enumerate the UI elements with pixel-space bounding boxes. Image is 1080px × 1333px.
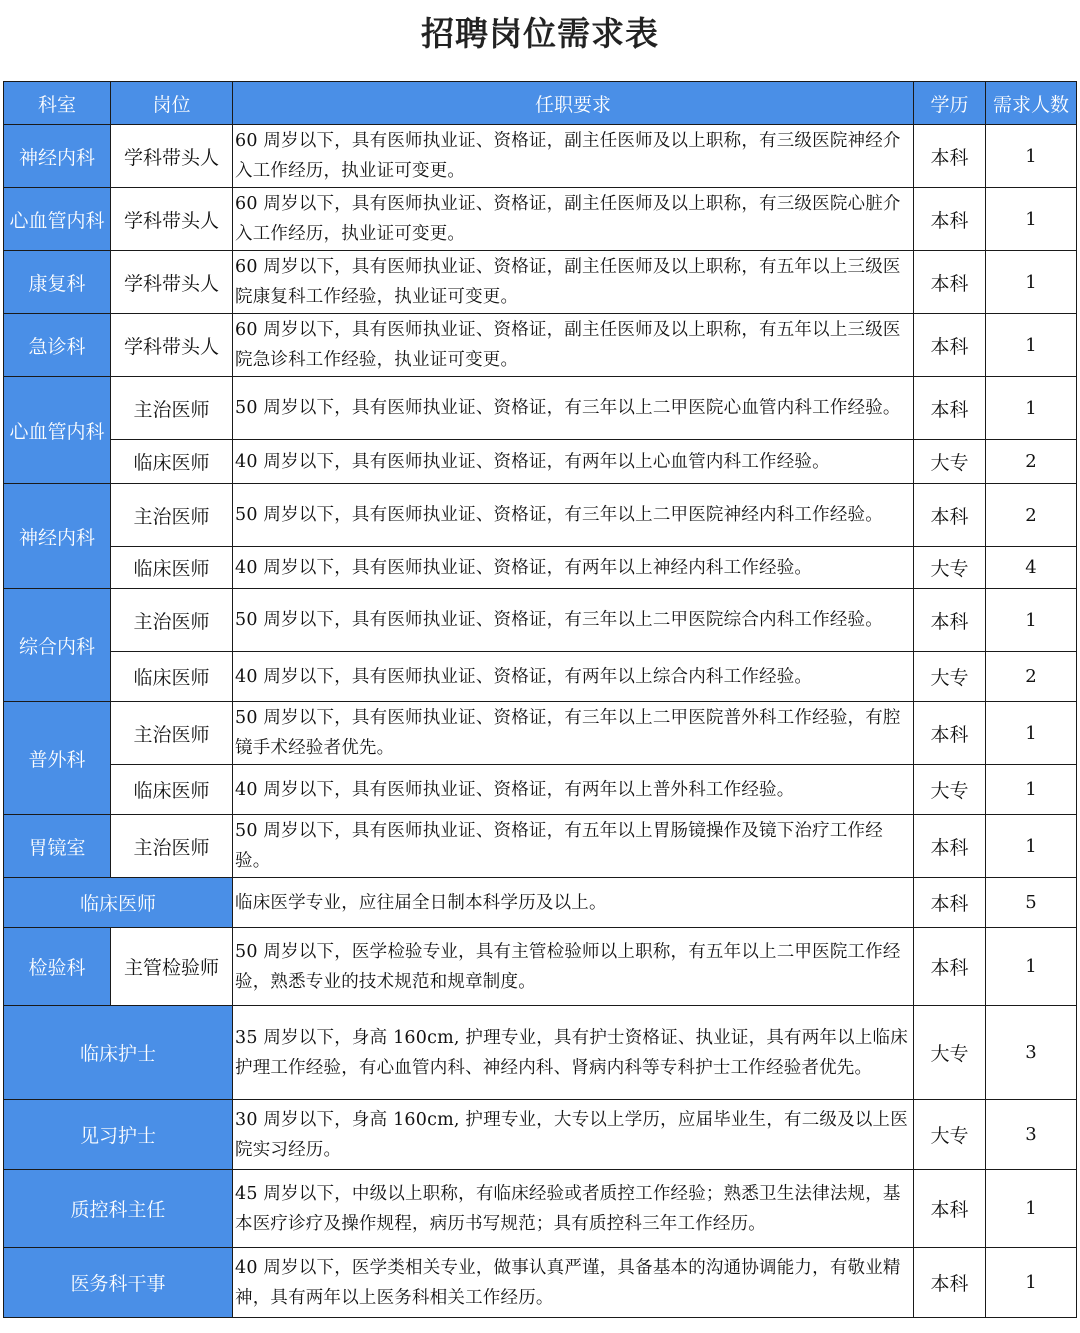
count-cell: 1	[986, 125, 1077, 188]
education-cell: 本科	[914, 589, 986, 652]
dept-cell: 急诊科	[4, 314, 111, 377]
position-cell: 主管检验师	[111, 928, 233, 1006]
requirements-cell: 60 周岁以下，具有医师执业证、资格证，副主任医师及以上职称，有五年以上三级医院急诊科工作经验，执业证可变更。	[233, 314, 914, 377]
requirements-cell: 临床医学专业，应往届全日制本科学历及以上。	[233, 878, 914, 928]
dept-cell: 普外科	[4, 702, 111, 815]
dept-cell: 检验科	[4, 928, 111, 1006]
count-cell: 2	[986, 484, 1077, 547]
education-cell: 本科	[914, 314, 986, 377]
table-row	[4, 377, 1077, 440]
count-cell: 3	[986, 1100, 1077, 1170]
count-cell: 1	[986, 702, 1077, 765]
position-cell: 主治医师	[111, 589, 233, 652]
table-row	[4, 702, 1077, 765]
header-dept: 科室	[4, 82, 111, 125]
header-requirements: 任职要求	[233, 82, 914, 125]
table-row	[4, 251, 1077, 314]
education-cell: 本科	[914, 1170, 986, 1248]
requirements-cell: 60 周岁以下，具有医师执业证、资格证，副主任医师及以上职称，有五年以上三级医院康复科工作经验，执业证可变更。	[233, 251, 914, 314]
table-row	[4, 652, 1077, 702]
education-cell: 大专	[914, 547, 986, 589]
header-education: 学历	[914, 82, 986, 125]
position-cell: 学科带头人	[111, 314, 233, 377]
position-cell: 临床医师	[111, 547, 233, 589]
table-row	[4, 484, 1077, 547]
table-row	[4, 1248, 1077, 1318]
requirements-cell: 40 周岁以下，医学类相关专业，做事认真严谨，具备基本的沟通协调能力，有敬业精神，具有两年以上医务科相关工作经历。	[233, 1248, 914, 1318]
requirements-cell: 60 周岁以下，具有医师执业证、资格证，副主任医师及以上职称，有三级医院神经介入工作经历，执业证可变更。	[233, 125, 914, 188]
education-cell: 大专	[914, 1006, 986, 1100]
count-cell: 3	[986, 1006, 1077, 1100]
education-cell: 本科	[914, 1248, 986, 1318]
requirements-cell: 50 周岁以下，具有医师执业证、资格证，有三年以上二甲医院普外科工作经验，有腔镜手术经验者优先。	[233, 702, 914, 765]
count-cell: 1	[986, 251, 1077, 314]
position-cell: 主治医师	[111, 702, 233, 765]
count-cell: 1	[986, 1170, 1077, 1248]
requirements-cell: 60 周岁以下，具有医师执业证、资格证，副主任医师及以上职称，有三级医院心脏介入工作经历，执业证可变更。	[233, 188, 914, 251]
requirements-cell: 50 周岁以下，具有医师执业证、资格证，有五年以上胃肠镜操作及镜下治疗工作经验。	[233, 815, 914, 878]
header-count: 需求人数	[986, 82, 1077, 125]
dept-cell: 临床护士	[4, 1006, 233, 1100]
count-cell: 1	[986, 765, 1077, 815]
table-row	[4, 1100, 1077, 1170]
requirements-cell: 45 周岁以下，中级以上职称，有临床经验或者质控工作经验；熟悉卫生法律法规，基本医疗诊疗及操作规程，病历书写规范；具有质控科三年工作经历。	[233, 1170, 914, 1248]
requirements-cell: 50 周岁以下，具有医师执业证、资格证，有三年以上二甲医院综合内科工作经验。	[233, 589, 914, 652]
requirements-cell: 40 周岁以下，具有医师执业证、资格证，有两年以上神经内科工作经验。	[233, 547, 914, 589]
table-row	[4, 547, 1077, 589]
requirements-cell: 40 周岁以下，具有医师执业证、资格证，有两年以上心血管内科工作经验。	[233, 440, 914, 484]
dept-cell: 质控科主任	[4, 1170, 233, 1248]
count-cell: 2	[986, 652, 1077, 702]
page-title: 招聘岗位需求表	[421, 14, 659, 53]
table-row	[4, 440, 1077, 484]
count-cell: 4	[986, 547, 1077, 589]
table-row	[4, 1006, 1077, 1100]
requirements-cell: 30 周岁以下，身高 160cm, 护理专业，大专以上学历，应届毕业生，有二级及以上医院实习经历。	[233, 1100, 914, 1170]
count-cell: 2	[986, 440, 1077, 484]
count-cell: 1	[986, 928, 1077, 1006]
requirements-cell: 40 周岁以下，具有医师执业证、资格证，有两年以上综合内科工作经验。	[233, 652, 914, 702]
position-cell: 学科带头人	[111, 188, 233, 251]
position-cell: 主治医师	[111, 377, 233, 440]
count-cell: 1	[986, 377, 1077, 440]
dept-cell: 神经内科	[4, 125, 111, 188]
education-cell: 大专	[914, 652, 986, 702]
requirements-cell: 35 周岁以下，身高 160cm, 护理专业，具有护士资格证、执业证，具有两年以上临床护理工作经验，有心血管内科、神经内科、肾病内科等专科护士工作经验者优先。	[233, 1006, 914, 1100]
requirements-cell: 50 周岁以下，具有医师执业证、资格证，有三年以上二甲医院神经内科工作经验。	[233, 484, 914, 547]
table-row	[4, 125, 1077, 188]
dept-cell: 康复科	[4, 251, 111, 314]
table-row	[4, 188, 1077, 251]
dept-cell: 心血管内科	[4, 188, 111, 251]
education-cell: 本科	[914, 251, 986, 314]
count-cell: 1	[986, 589, 1077, 652]
table-row	[4, 1170, 1077, 1248]
dept-cell: 心血管内科	[4, 377, 111, 484]
requirements-cell: 40 周岁以下，具有医师执业证、资格证，有两年以上普外科工作经验。	[233, 765, 914, 815]
count-cell: 5	[986, 878, 1077, 928]
education-cell: 本科	[914, 928, 986, 1006]
education-cell: 本科	[914, 484, 986, 547]
position-cell: 学科带头人	[111, 251, 233, 314]
dept-cell: 综合内科	[4, 589, 111, 702]
position-cell: 主治医师	[111, 484, 233, 547]
position-cell: 学科带头人	[111, 125, 233, 188]
position-cell: 主治医师	[111, 815, 233, 878]
dept-cell: 胃镜室	[4, 815, 111, 878]
dept-cell: 神经内科	[4, 484, 111, 589]
table-header-row	[4, 82, 1077, 125]
education-cell: 大专	[914, 1100, 986, 1170]
table-row	[4, 815, 1077, 878]
education-cell: 大专	[914, 440, 986, 484]
count-cell: 1	[986, 314, 1077, 377]
table-row	[4, 928, 1077, 1006]
requirements-cell: 50 周岁以下，具有医师执业证、资格证，有三年以上二甲医院心血管内科工作经验。	[233, 377, 914, 440]
table-row	[4, 314, 1077, 377]
education-cell: 本科	[914, 188, 986, 251]
education-cell: 本科	[914, 702, 986, 765]
table-row	[4, 878, 1077, 928]
education-cell: 本科	[914, 377, 986, 440]
count-cell: 1	[986, 1248, 1077, 1318]
dept-cell: 临床医师	[4, 878, 233, 928]
requirements-cell: 50 周岁以下，医学检验专业，具有主管检验师以上职称，有五年以上二甲医院工作经验，熟悉专业的技术规范和规章制度。	[233, 928, 914, 1006]
position-cell: 临床医师	[111, 440, 233, 484]
dept-cell: 见习护士	[4, 1100, 233, 1170]
table-row	[4, 589, 1077, 652]
header-position: 岗位	[111, 82, 233, 125]
position-cell: 临床医师	[111, 765, 233, 815]
dept-cell: 医务科干事	[4, 1248, 233, 1318]
table-row	[4, 765, 1077, 815]
education-cell: 大专	[914, 765, 986, 815]
count-cell: 1	[986, 815, 1077, 878]
count-cell: 1	[986, 188, 1077, 251]
education-cell: 本科	[914, 878, 986, 928]
recruitment-table	[3, 81, 1077, 1318]
position-cell: 临床医师	[111, 652, 233, 702]
education-cell: 本科	[914, 125, 986, 188]
education-cell: 本科	[914, 815, 986, 878]
